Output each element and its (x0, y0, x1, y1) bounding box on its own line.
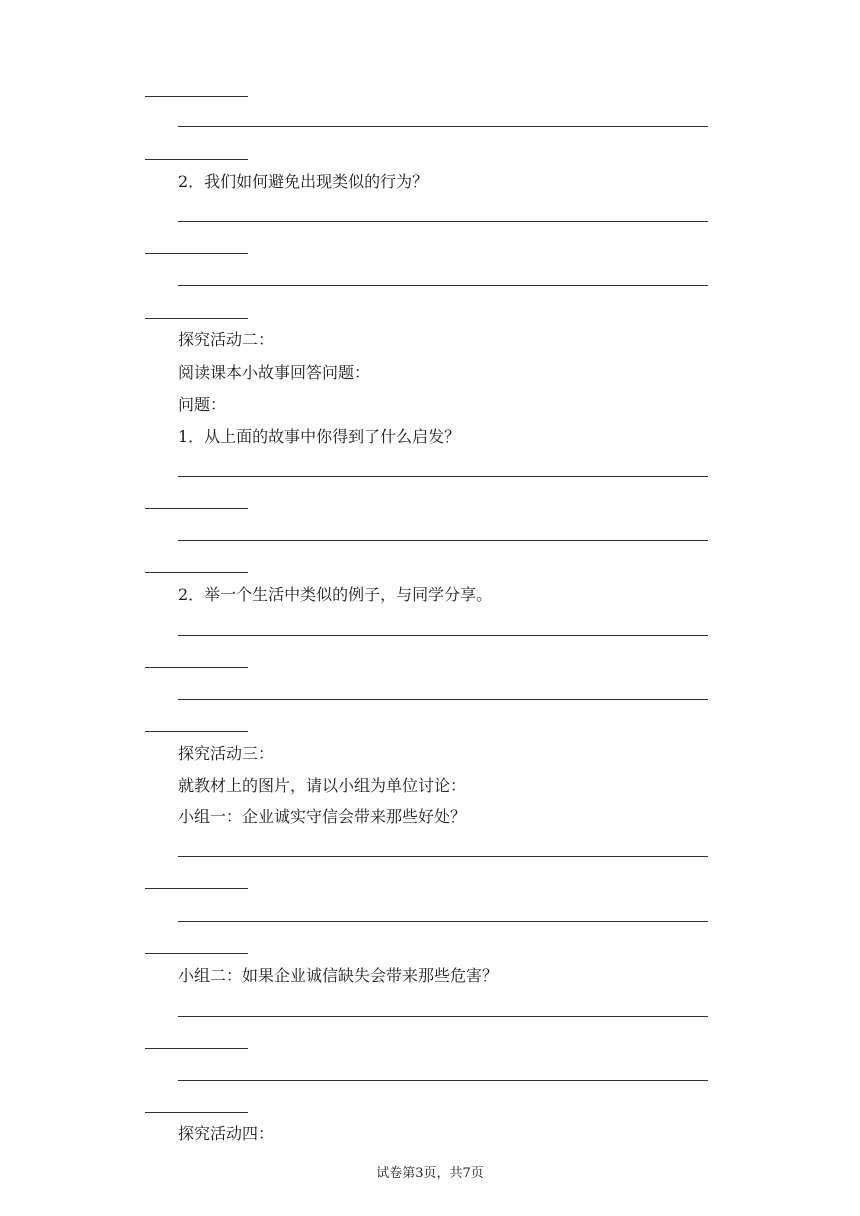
answer-line-short (145, 96, 248, 97)
group-2-question: 小组二：如果企业诚信缺失会带来那些危害？ (178, 966, 499, 985)
activity-2-intro: 阅读课本小故事回答问题： (178, 363, 371, 382)
answer-line (178, 126, 708, 127)
answer-line (178, 476, 708, 477)
answer-line-short (145, 1112, 248, 1113)
answer-line (178, 540, 708, 541)
answer-line (178, 921, 708, 922)
answer-line (178, 699, 708, 700)
activity-3-intro: 就教材上的图片，请以小组为单位讨论： (178, 776, 467, 795)
answer-line (178, 635, 708, 636)
answer-line (178, 1080, 708, 1081)
activity-3-title: 探究活动三： (178, 744, 275, 763)
answer-line-short (145, 667, 248, 668)
answer-line (178, 856, 708, 857)
questions-label: 问题： (178, 395, 227, 414)
answer-line (178, 285, 708, 286)
activity-2-title: 探究活动二： (178, 330, 275, 349)
answer-line-short (145, 253, 248, 254)
activity-2-question-2: 2．举一个生活中类似的例子，与同学分享。 (178, 585, 493, 604)
page-footer: 试卷第3页，共7页 (376, 1166, 484, 1181)
answer-line-short (145, 953, 248, 954)
group-1-question: 小组一：企业诚实守信会带来那些好处？ (178, 807, 467, 826)
answer-line (178, 221, 708, 222)
answer-line-short (145, 572, 248, 573)
answer-line-short (145, 731, 248, 732)
answer-line-short (145, 318, 248, 319)
question-2: 2．我们如何避免出现类似的行为？ (178, 172, 429, 191)
activity-2-question-1: 1．从上面的故事中你得到了什么启发？ (178, 427, 461, 446)
answer-line-short (145, 159, 248, 160)
answer-line-short (145, 888, 248, 889)
answer-line-short (145, 1048, 248, 1049)
answer-line-short (145, 508, 248, 509)
activity-4-title: 探究活动四： (178, 1124, 275, 1143)
answer-line (178, 1016, 708, 1017)
